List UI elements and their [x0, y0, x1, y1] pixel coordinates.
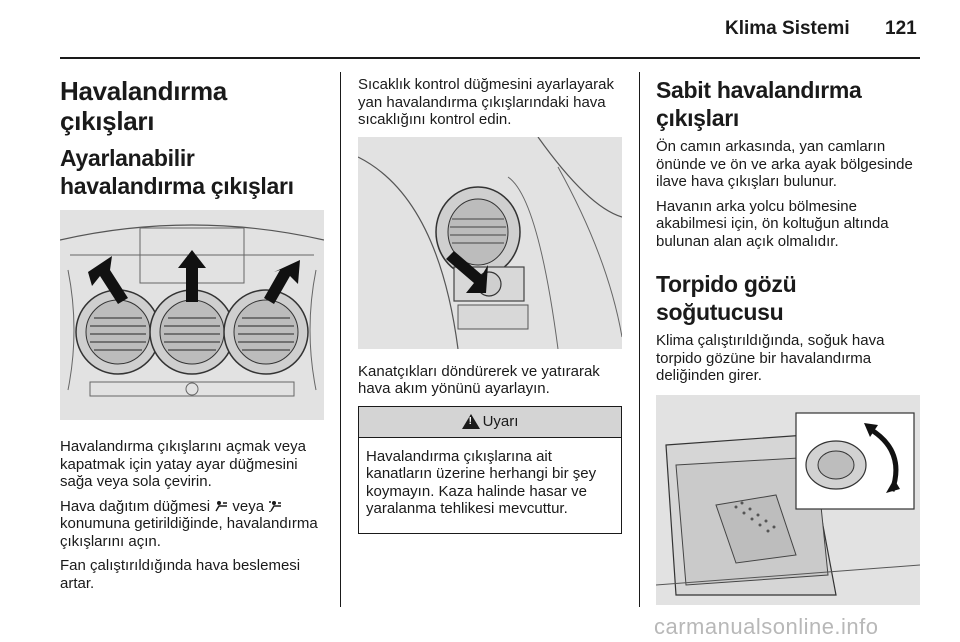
vent-floor-mode-icon	[268, 500, 282, 512]
page-number: 121	[885, 18, 917, 39]
paragraph-2-mid: veya	[232, 497, 265, 515]
section-heading: Havalandırma çıkışları	[60, 76, 227, 136]
warning-label: Uyarı	[482, 413, 519, 430]
paragraph-3: Fan çalıştırıldığında hava beslemesi artar.	[60, 557, 301, 592]
column-divider-2	[639, 72, 640, 607]
center-vents-figure	[60, 210, 324, 420]
column-1	[60, 72, 324, 599]
paragraph-fixed-1: Ön camın arkasında, yan camların önünde ve ön ve arka ayak bölgesinde ilave hava çıkışları bulunur.	[656, 138, 913, 190]
side-vent-figure	[358, 137, 622, 349]
warning-icon	[462, 414, 480, 429]
warning-header	[359, 407, 621, 438]
vent-mode-icon	[214, 500, 228, 512]
column-divider-1	[340, 72, 341, 607]
subsection-heading: Ayarlanabilir havalandırma çıkışları	[60, 145, 294, 199]
paragraph-direction: Kanatçıkları döndürerek ve yatırarak hava akım yönünü ayarlayın.	[358, 362, 600, 397]
paragraph-glovebox: Klima çalıştırıldığında, soğuk hava torpido gözüne bir havalandırma deliğinden girer.	[656, 332, 885, 384]
glovebox-cooler-figure	[656, 395, 920, 605]
paragraph-1: Havalandırma çıkışlarını açmak veya kapatmak için yatay ayar düğmesini sağa veya sola çevirin.	[60, 438, 306, 490]
watermark: carmanualsonline.info	[654, 614, 879, 639]
paragraph-2-post: konumuna getirildiğinde, havalandırma çıkışlarını açın.	[60, 515, 318, 550]
fixed-vents-heading: Sabit havalandırma çıkışları	[656, 77, 862, 131]
glovebox-heading: Torpido gözü soğutucusu	[656, 271, 797, 325]
paragraph-2-pre: Hava dağıtım düğmesi	[60, 497, 211, 515]
running-header-title: Klima Sistemi	[725, 18, 850, 39]
paragraph-temp: Sıcaklık kontrol düğmesini ayarlayarak yan havalandırma çıkışlarındaki hava sıcaklığını kontrol edin.	[358, 76, 614, 128]
column-2	[358, 76, 622, 534]
warning-text: Havalandırma çıkışlarına ait kanatların üzerine herhangi bir şey koymayın. Kaza halinde hasar ve yaralanma tehlikesi mevcuttur.	[366, 447, 597, 517]
header-rule	[60, 57, 920, 59]
paragraph-fixed-2: Havanın arka yolcu bölmesine akabilmesi için, ön koltuğun altında bulunan alan açık olmalıdır.	[656, 197, 889, 250]
warning-box	[358, 406, 622, 534]
column-3	[656, 72, 920, 605]
paragraph-2	[60, 498, 324, 551]
